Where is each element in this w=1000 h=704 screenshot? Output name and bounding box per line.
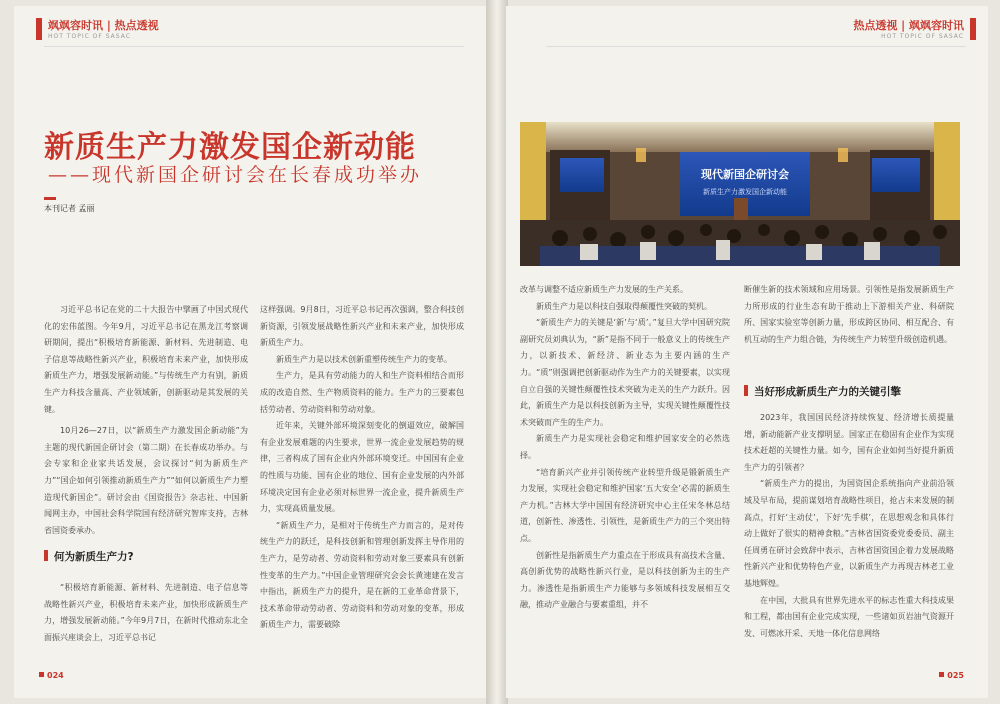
page-number-right: 025 — [936, 671, 964, 680]
paragraph: 近年来，关键外部环境深刻变化的倒逼效应，破解国有企业发展难题的内生要求，世界一流企业发展趋势的规律，三者构成了国有企业内外部环境变迁。中国国有企业的性质与功能、国有企业的地位、国有企业发展的内外部环境决定国有企业必须对标世界一流企业，提升新质生产力，实现高质量发展。 — [260, 421, 464, 514]
paragraph: 新质生产力是以技术创新重塑传统生产力的变革。 — [276, 354, 452, 364]
paragraph: 改革与调整不适应新质生产力发展的生产关系。 — [520, 285, 688, 294]
left-column-1-cont — [44, 580, 248, 646]
author-accent — [44, 197, 56, 200]
paragraph: 新质生产力是实现社会稳定和维护国家安全的必然选择。 — [520, 434, 730, 460]
header-rule — [44, 46, 464, 47]
paragraph: 断催生新的技术领域和应用场景。引领性是指发展新质生产力所形成的行业生态有助于推动上下游相关产业、科研院所、国家实验室等创新力量，形成跨区协同、相互配合、有机互动的生产力组合链，为传统生产力转型升级创造机遇。 — [744, 285, 954, 344]
section-heading: 何为新质生产力? — [44, 549, 134, 564]
conference-photo — [520, 122, 960, 266]
left-column-2 — [260, 302, 464, 634]
paragraph: 在中国，大批具有世界先进水平的标志性重大科技成果和工程，都由国有企业完成实现，一些诸如页岩油气资源开发、可燃冰开采、天地一体化信息网络 — [744, 595, 954, 638]
paragraph: 这样强调。9月8日，习近平总书记再次强调，整合科技创新资源，引领发展战略性新兴产业和未来产业，加快形成新质生产力。 — [260, 305, 464, 348]
screen-title: 现代新国企研讨会 — [701, 168, 789, 181]
article-subtitle: ——现代新国企研讨会在长春成功举办 — [48, 164, 423, 186]
left-header-title: 飒飒容时讯 | 热点透视 — [48, 19, 159, 32]
left-header-en: HOT TOPIC OF SASAC — [48, 33, 131, 40]
header-accent-bar — [36, 18, 42, 40]
section-marker — [44, 550, 48, 561]
article-title: 新质生产力激发国企新动能 — [44, 130, 416, 165]
left-page — [14, 6, 488, 698]
paragraph: 习近平总书记在党的二十大报告中擘画了中国式现代化的宏伟蓝图。今年9月，习近平总书记在黑龙江考察调研期间，提出“积极培育新能源、新材料、先进制造、电子信息等战略性新兴产业，积极培育未来产业，加快形成新质生产力，增强发展新动能。”与传统生产力有别，新质生产力科技含量高、产业领域新，创新驱动是其发展的关键。 — [44, 305, 248, 414]
paragraph: “新质生产力的提出，为国资国企系统指向产业前沿领域及早布局，提前谋划培育战略性项目，抢占未来发展的制高点，打好‘主动仗’，下好‘先手棋’，在思想观念和具体行动上做好了很实的精神食粮。”吉林省国资委党委委员、副主任周勇在研讨会致辞中表示，吉林省国资国企着力发展战略性新兴产业和优势特色产业，以新质生产力再现吉林老工业基地辉煌。 — [744, 479, 954, 588]
side-screen-right — [872, 158, 920, 192]
paragraph: “培育新兴产业并引领传统产业转型升级是锻新质生产力发展，实现社会稳定和维护国家‘五大安全’必需的新质生产力机。”吉林大学中国国有经济研究中心主任宋冬林总结道，创新性、渗透性、引领性，是新质生产力的三个突出特点。 — [520, 467, 730, 543]
right-column-2 — [744, 282, 954, 348]
spine-gutter — [486, 0, 508, 704]
side-screen-left — [560, 158, 604, 192]
paragraph: 生产力，是具有劳动能力的人和生产资料相结合而形成的改造自然、生产物质资料的能力。生产力的三要素包括劳动者、劳动资料和劳动对象。 — [260, 371, 464, 414]
paragraph: 10月26—27日，以“新质生产力激发国企新动能”为主题的现代新国企研讨会（第二期）在长春成功举办。与会专家和企业家共话发展，会议探讨“何为新质生产力”“国企如何引领推动新质生产力”“如何以新质生产力塑造现代新国企”。研讨会由《国资报告》杂志社、中国新闻网主办，中国社会科学院国有经济研究智库支持，吉林省国资委承办。 — [44, 426, 248, 535]
section-marker — [744, 385, 748, 396]
right-header-title: 热点透视 | 飒飒容时讯 — [853, 19, 964, 32]
paragraph: 新质生产力是以科技自强取得颠覆性突破的契机。 — [536, 301, 712, 311]
paragraph: “积极培育新能源、新材料、先进制造、电子信息等战略性新兴产业，积极培育未来产业，加快形成新质生产力，增强发展新动能。”今年9月7日，在新时代推动东北全面振兴座谈会上，习近平总书记 — [44, 583, 248, 642]
paragraph: 创新性是指新质生产力重点在于形成具有高技术含量、高创新优势的战略性新兴行业，是以科技创新为主的生产力。渗透性是指新质生产力能够与多领域科技发展相互交融，推动产业融合与要素重组，并不 — [520, 550, 730, 610]
header-rule — [546, 46, 966, 47]
section-heading: 当好形成新质生产力的关键引擎 — [744, 384, 901, 399]
podium — [734, 198, 748, 222]
right-column-2-cont — [744, 410, 954, 642]
right-column-1 — [520, 282, 730, 614]
paragraph: “新质生产力的关键是‘新’与‘质’。”复旦大学中国研究院副研究员刘典认为，“新”是指不同于一般意义上的传统生产力，以新技术、新经济、新业态为主要内涵的生产力。“质”则强调把创新驱动作为生产力的关键要素，以实现自立自强的关键性颠覆性技术突破为走关的生产力跃升。因此，新质生产力是以科技创新为主导，实现关键性颠覆性技术突破而产生的生产力。 — [520, 318, 730, 427]
page-number-left: 024 — [36, 671, 64, 680]
header-accent-bar — [970, 18, 976, 40]
conference-hall-image — [520, 122, 960, 266]
paragraph: “新质生产力，是相对于传统生产力而言的，是对传统生产力的跃迁，是科技创新和管理创新发挥主导作用的生产力，是劳动者、劳动资料和劳动对象三要素具有创新性变革的生产力。”中国企业管理研究会会长黄速建在发言中指出，新质生产力的提升，是在新的工业革命背景下，技术革命带动劳动者、劳动资料和劳动对象的变革，形成新质生产力，需要破除 — [260, 520, 464, 630]
author-byline: 本刊记者 孟丽 — [44, 204, 95, 213]
screen-subtitle: 新质生产力激发国企新动能 — [703, 188, 787, 196]
paragraph: 2023年，我国国民经济持续恢复、经济增长质提量增，新动能新产业支撑明显。国家正在稳固有企业作为实现技术赶超的关键性力量。如今，国有企业如何当好提升新质生产力的引领者？ — [744, 413, 954, 472]
right-header-en: HOT TOPIC OF SASAC — [881, 33, 964, 40]
left-column-1 — [44, 302, 248, 539]
right-page — [506, 6, 988, 698]
